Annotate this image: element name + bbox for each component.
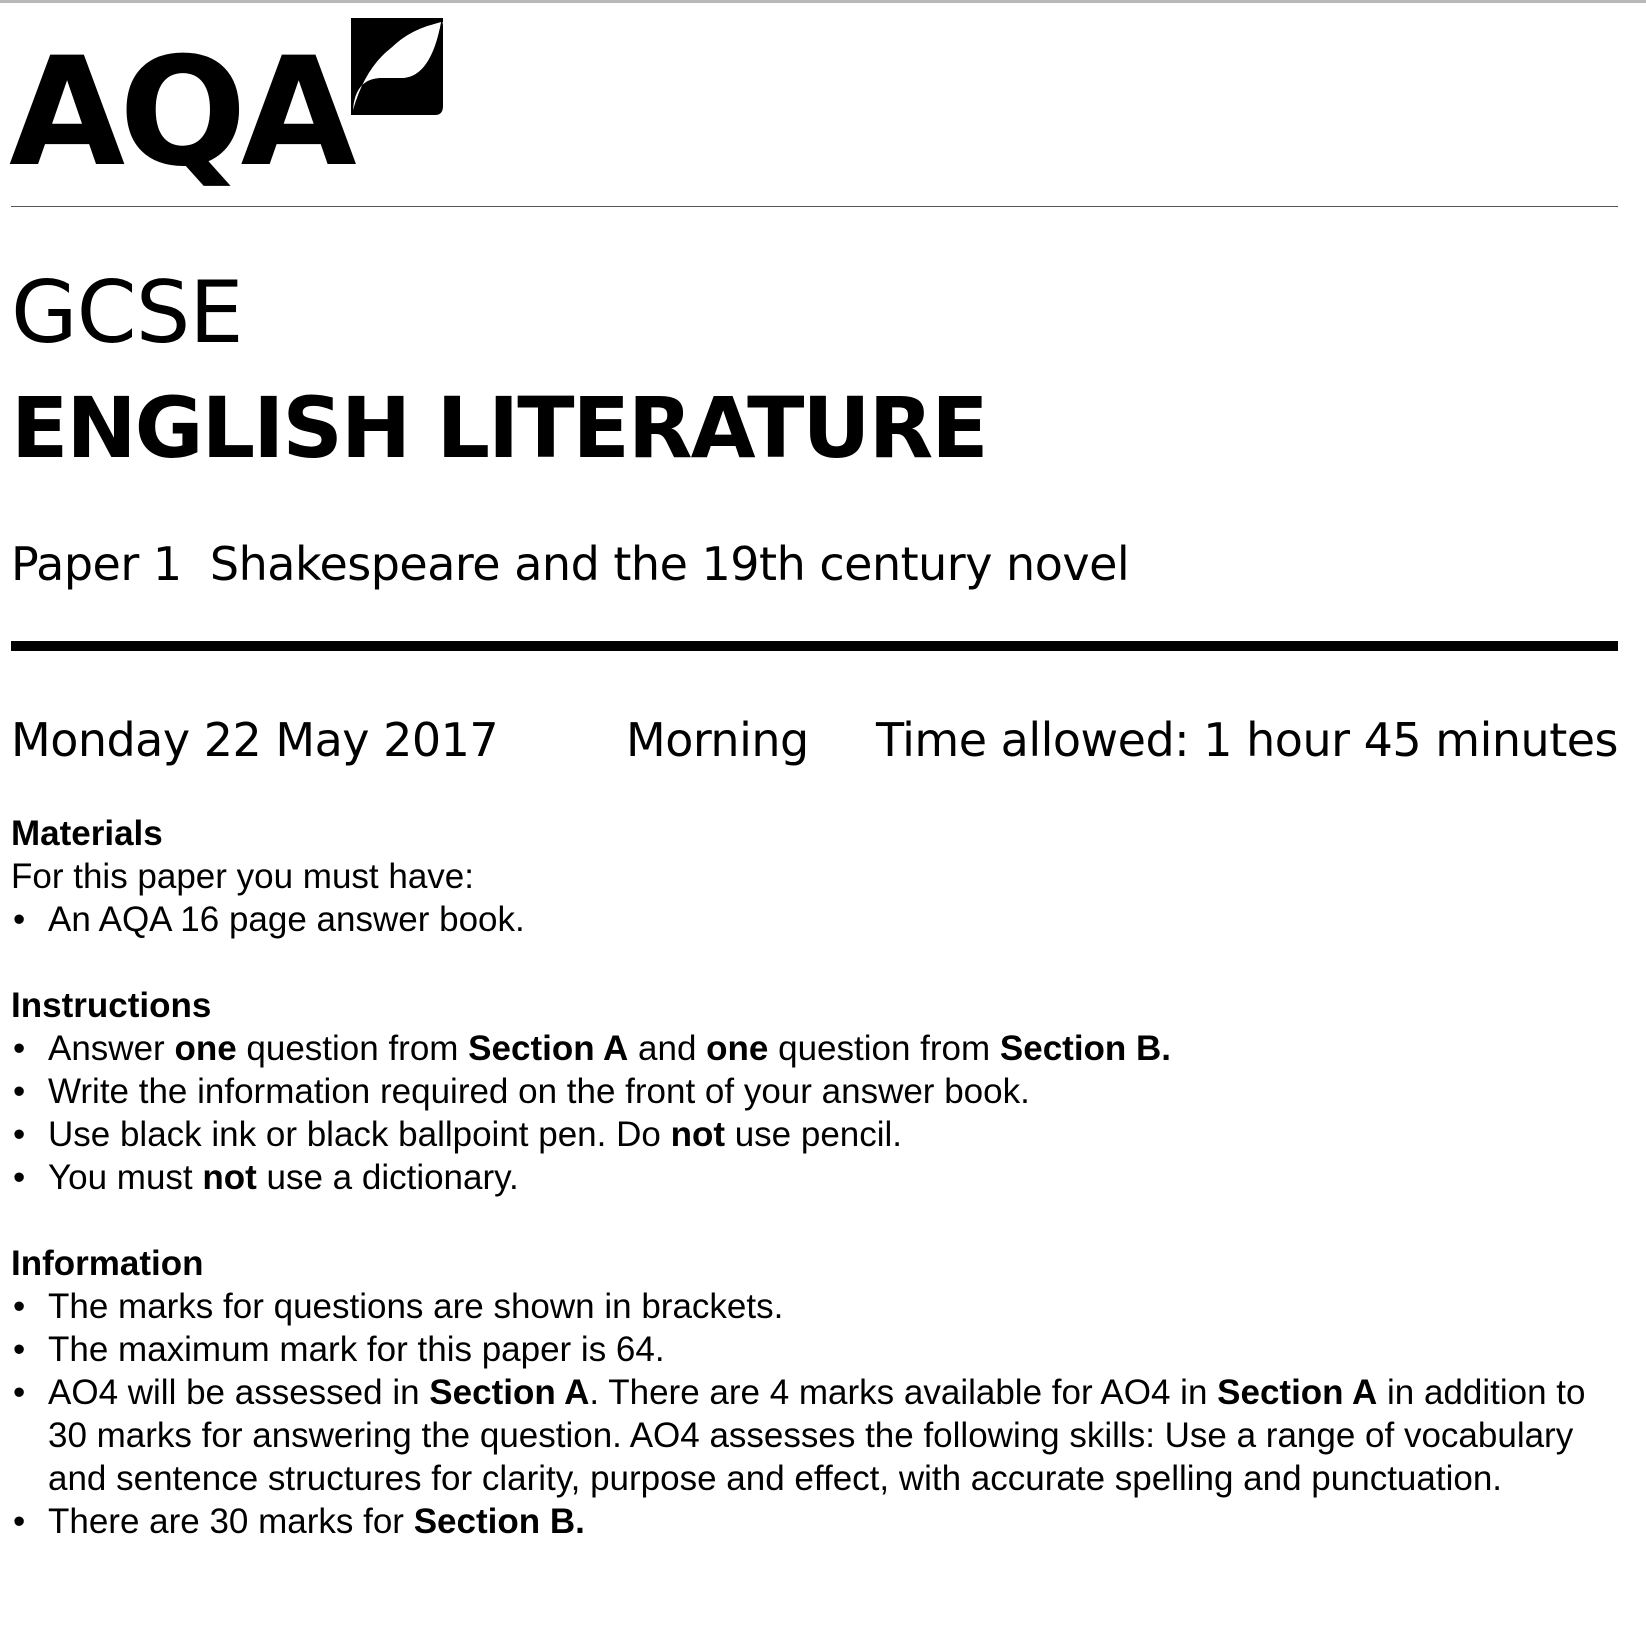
- paper-title: Paper 1 Shakespeare and the 19th century novel: [11, 537, 1130, 591]
- item-text: An AQA 16 page answer book.: [48, 900, 525, 939]
- bullet-icon: •: [13, 1287, 26, 1326]
- item-text: Answer: [48, 1029, 175, 1068]
- exam-date: Monday 22 May 2017: [11, 713, 499, 767]
- item-text: and: [628, 1029, 707, 1068]
- instructions-heading: Instructions: [11, 986, 212, 1025]
- time-allowed: Time allowed: 1 hour 45 minutes: [875, 713, 1618, 767]
- bullet-icon: •: [13, 1115, 26, 1154]
- item-text: There are 30 marks for: [48, 1502, 414, 1541]
- item-text: in addition to 30 marks for answering the question. AO4 assesses the following skills: Use a range of vocabulary and sentence structures for clarity, purpose and effect, with accurate spelling and punctuation.: [48, 1373, 1586, 1498]
- item-text: The maximum mark for this paper is 64.: [48, 1330, 665, 1369]
- item-text: Use black ink or black ballpoint pen. Do: [48, 1115, 671, 1154]
- item-text: question from: [768, 1029, 1000, 1068]
- emphasis-text: not: [202, 1158, 257, 1197]
- list-item: [11, 1285, 1618, 1328]
- bullet-icon: •: [13, 1373, 26, 1412]
- item-text: The marks for questions are shown in brackets.: [48, 1287, 784, 1326]
- list-item: [11, 1113, 1618, 1156]
- item-text: use a dictionary.: [256, 1158, 519, 1197]
- materials-list: [11, 898, 1618, 941]
- item-text: use pencil.: [724, 1115, 903, 1154]
- instructions-list: [11, 1027, 1618, 1199]
- list-item: [11, 1328, 1618, 1371]
- information-heading: Information: [11, 1244, 204, 1283]
- header-divider: [11, 206, 1618, 207]
- emphasis-text: Section B.: [999, 1029, 1172, 1068]
- item-text: You must: [48, 1158, 203, 1197]
- emphasis-text: Section A: [468, 1029, 629, 1068]
- list-item: [11, 1070, 1618, 1113]
- list-item: [11, 1500, 1618, 1543]
- bullet-icon: •: [13, 1158, 26, 1197]
- item-text: question from: [236, 1029, 469, 1068]
- logo-wordmark: AQA: [9, 26, 351, 200]
- page-top-border: [0, 0, 1646, 3]
- exam-session: Morning: [626, 713, 809, 767]
- aqa-logo: [9, 18, 441, 200]
- emphasis-text: Section A: [1217, 1373, 1378, 1412]
- exam-instructions-body: [11, 812, 1618, 1543]
- bullet-icon: •: [13, 900, 26, 939]
- emphasis-text: one: [174, 1029, 237, 1068]
- item-text: . There are 4 marks available for AO4 in: [589, 1373, 1218, 1412]
- bullet-icon: •: [13, 1330, 26, 1369]
- list-item: [11, 1371, 1618, 1500]
- item-text: Write the information required on the front of your answer book.: [48, 1072, 1030, 1111]
- qualification-level: GCSE: [11, 263, 243, 363]
- leaf-icon: [351, 18, 443, 115]
- item-text: AO4 will be assessed in: [48, 1373, 430, 1412]
- list-item: [11, 1027, 1618, 1070]
- emphasis-text: Section B.: [413, 1502, 585, 1541]
- materials-heading: Materials: [11, 814, 163, 853]
- bullet-icon: •: [13, 1072, 26, 1111]
- title-divider: [11, 641, 1618, 651]
- bullet-icon: •: [13, 1029, 26, 1068]
- exam-meta-row: [11, 712, 1618, 768]
- list-item: [11, 1156, 1618, 1199]
- bullet-icon: •: [13, 1502, 26, 1541]
- information-list: [11, 1285, 1618, 1543]
- subject-title: ENGLISH LITERATURE: [11, 379, 987, 477]
- emphasis-text: not: [670, 1115, 725, 1154]
- emphasis-text: one: [706, 1029, 769, 1068]
- list-item: [11, 898, 1618, 941]
- materials-intro: For this paper you must have:: [11, 857, 474, 896]
- emphasis-text: Section A: [429, 1373, 590, 1412]
